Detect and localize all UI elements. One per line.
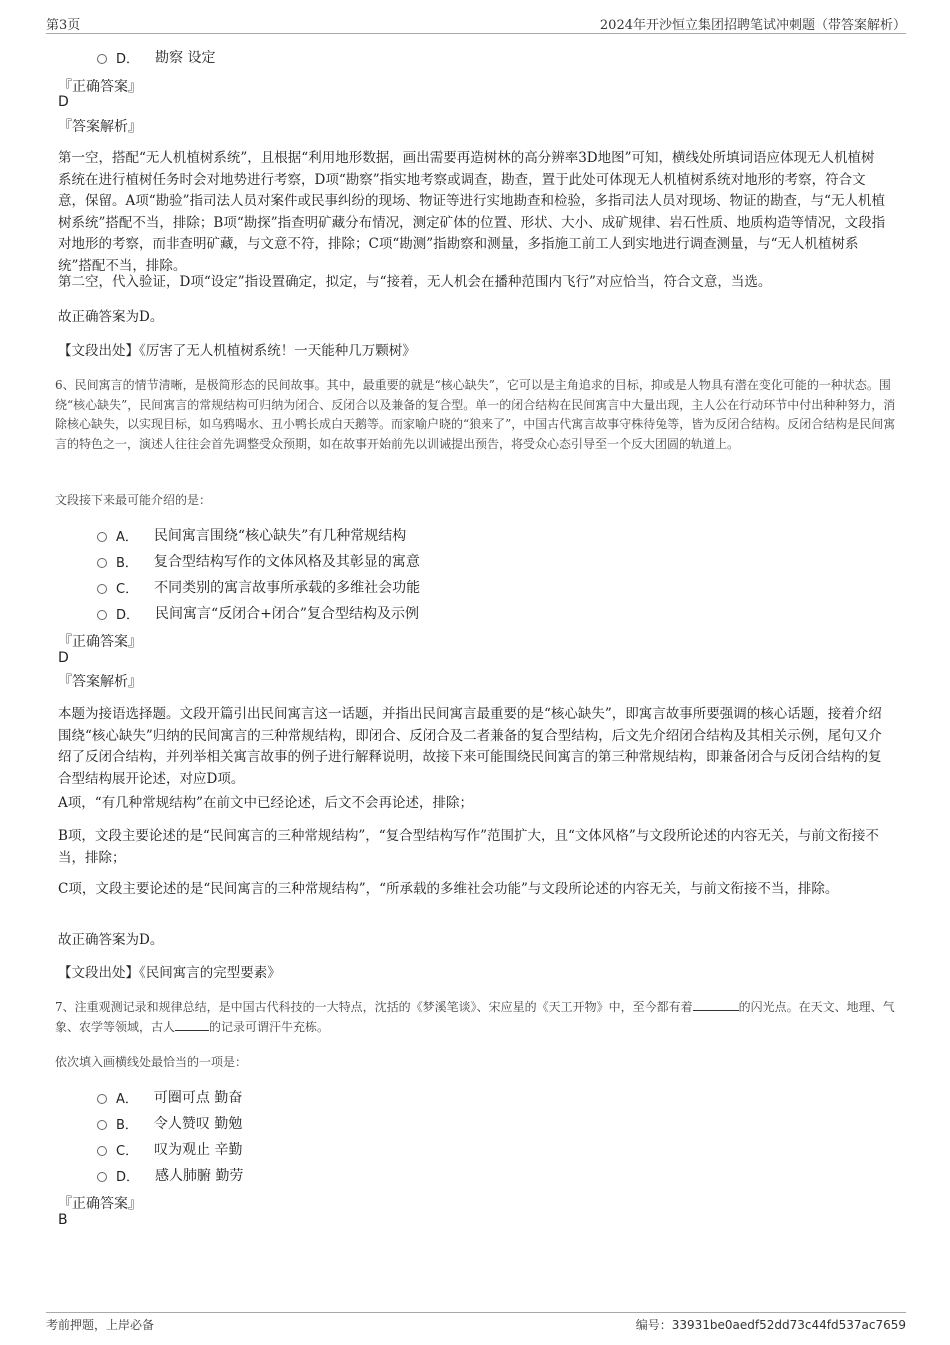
analysis-conclusion: 故正确答案为D。 (58, 932, 164, 948)
question-prompt: 文段接下来最可能介绍的是： (55, 493, 212, 507)
radio-button-icon[interactable] (97, 1146, 107, 1156)
analysis-conclusion: 故正确答案为D。 (58, 309, 164, 325)
document-title: 2024年开沙恒立集团招聘笔试冲刺题（带答案解析） (599, 18, 906, 33)
fill-blank-2 (175, 1019, 209, 1031)
radio-button-icon[interactable] (97, 584, 107, 594)
stem-text: 的记录可谓汗牛充栋。 (209, 1019, 330, 1034)
q7-option-c[interactable] (97, 1139, 243, 1159)
analysis-paragraph: 第二空，代入验证，D项“设定”指设置确定，拟定，与“接着，无人机会在播种范围内飞行”对应恰当，符合文意，当选。 (58, 274, 772, 290)
analysis-paragraph: A项，“有几种常规结构”在前文中已经论述，后文不会再论述，排除； (58, 795, 474, 811)
analysis-paragraph: B项，文段主要论述的是“民间寓言的三种常规结构”，“复合型结构写作”范围扩大，且“文体风格”与文段所论述的内容无关，与前文衔接不当，排除； (58, 828, 879, 866)
analysis-paragraph: 本题为接语选择题。文段开篇引出民间寓言这一话题，并指出民间寓言最重要的是“核心缺失”，即寓言故事所要强调的核心话题，接着介绍围绕“核心缺失”归纳的民间寓言的三种常规结构，即闭合、反闭合及二者兼备的复合型结构，后文先介绍闭合结构及其相关示例，尾句又介绍了反闭合结构，并列举相关寓言故事的例子进行解释说明，故接下来可能围绕民间寓言的第三种常规结构，即兼备闭合与反闭合结构的复合型结构展开论述，对应D项。 (58, 706, 882, 787)
q5-option-d[interactable] (97, 47, 215, 67)
option-text: 民间寓言围绕“核心缺失”有几种常规结构 (153, 528, 407, 544)
page-footer (46, 1312, 906, 1334)
question-prompt: 依次填入画横线处最恰当的一项是： (55, 1055, 248, 1069)
footer-slogan: 考前押题，上岸必备 (46, 1318, 155, 1332)
radio-button-icon[interactable] (97, 610, 107, 620)
page-header (46, 14, 906, 34)
option-letter: C． (116, 581, 139, 597)
analysis-paragraph: C项，文段主要论述的是“民间寓言的三种常规结构”，“所承载的多维社会功能”与文段所论述的内容无关，与前文衔接不当，排除。 (58, 881, 839, 897)
option-text: 不同类别的寓言故事所承载的多维社会功能 (154, 580, 421, 596)
correct-answer-value: D (58, 650, 69, 666)
question-stem: 6、民间寓言的情节清晰，是极简形态的民间故事。其中，最重要的就是“核心缺失”，它可以是主角追求的目标，抑或是人物具有潜在变化可能的一种状态。围绕“核心缺失”，民间寓言的常规结构可归纳为闭合、反闭合以及兼备的复合型。单一的闭合结构在民间寓言中大量出现，主人公在行动环节中付出种种努力，消除核心缺失，以实现目标，如乌鸦喝水、丑小鸭长成白天鹅等。而家喻户晓的“狼来了”，中国古代寓言故事守株待兔等，皆为反闭合结构。反闭合结构是民间寓言的特色之一，演述人往往会首先调整受众预期，如在故事开始前先以训诫提出预告，将受众心态引导至一个反大团圆的轨道上。 (55, 378, 896, 451)
option-letter: A． (116, 529, 138, 545)
page-number: 第3页 (46, 18, 81, 33)
option-text: 令人赞叹 勤勉 (153, 1116, 243, 1132)
correct-answer-label: 『正确答案』 (58, 1196, 142, 1212)
option-letter: C． (116, 1143, 139, 1159)
stem-text: 的闪光点。在天文、地理、气象、农学等领域，古人 (55, 1000, 895, 1034)
radio-button-icon[interactable] (97, 1172, 107, 1182)
option-letter: D． (116, 51, 140, 67)
option-text: 叹为观止 辛勤 (154, 1142, 243, 1158)
option-letter: D． (116, 607, 140, 623)
q6-option-c[interactable] (97, 577, 420, 597)
q7-option-d[interactable] (97, 1165, 243, 1185)
analysis-paragraph: 第一空，搭配“无人机植树系统”，且根据“利用地形数据，画出需要再造树林的高分辨率3D地图”可知，横线处所填词语应体现无人机植树系统在进行植树任务时会对地势进行考察，D项“勘察”指实地考察或调查，勘查，置于此处可体现无人机植树系统对地形的考察，符合文意，保留。A项“勘验”指司法人员对案件或民事纠纷的现场、物证等进行实地勘查和检验，多指司法人员对现场、物证的勘查，与“无人机植树系统”搭配不当，排除；B项“勘探”指查明矿藏分布情况，测定矿体的位置、形状、大小、成矿规律、岩石性质、地质构造等情况，文段指对地形的考察，而非查明矿藏，与文意不符，排除；C项“勘测”指勘察和测量，多指施工前工人到实地进行调查测量，与“无人机植树系统”搭配不当，排除。 (58, 150, 886, 274)
option-letter: D． (116, 1169, 140, 1185)
document-code: 编号：33931be0aedf52dd73c44fd537ac7659 (635, 1318, 906, 1332)
radio-button-icon[interactable] (97, 558, 107, 568)
radio-button-icon[interactable] (97, 1094, 107, 1104)
q7-option-a[interactable] (97, 1087, 242, 1107)
q6-option-b[interactable] (97, 551, 420, 571)
option-letter: B． (116, 555, 138, 571)
correct-answer-value: B (58, 1212, 68, 1228)
correct-answer-label: 『正确答案』 (58, 634, 142, 650)
radio-button-icon[interactable] (97, 532, 107, 542)
source-citation: 【文段出处】《民间寓言的完型要素》 (58, 965, 281, 981)
option-text: 感人肺腑 勤劳 (155, 1168, 244, 1184)
analysis-label: 『答案解析』 (58, 674, 142, 690)
radio-button-icon[interactable] (97, 54, 107, 64)
question-stem (55, 998, 898, 1037)
option-text: 勘察 设定 (155, 50, 216, 66)
correct-answer-value: D (58, 94, 69, 110)
option-text: 可圈可点 勤奋 (153, 1090, 243, 1106)
option-letter: B． (116, 1117, 138, 1133)
q6-option-d[interactable] (97, 603, 419, 623)
q7-option-b[interactable] (97, 1113, 242, 1133)
option-text: 民间寓言“反闭合+闭合”复合型结构及示例 (155, 606, 420, 622)
correct-answer-label: 『正确答案』 (58, 79, 142, 95)
radio-button-icon[interactable] (97, 1120, 107, 1130)
source-citation: 【文段出处】《厉害了无人机植树系统！一天能种几万颗树》 (58, 343, 416, 359)
option-letter: A． (116, 1091, 138, 1107)
option-text: 复合型结构写作的文体风格及其彰显的寓意 (153, 554, 420, 570)
fill-blank-1 (693, 999, 739, 1011)
stem-text: 7、注重观测记录和规律总结，是中国古代科技的一大特点，沈括的《梦溪笔谈》、宋应星的《天工开物》中，至今都有着 (55, 1000, 693, 1014)
q6-option-a[interactable] (97, 525, 406, 545)
analysis-label: 『答案解析』 (58, 119, 142, 135)
